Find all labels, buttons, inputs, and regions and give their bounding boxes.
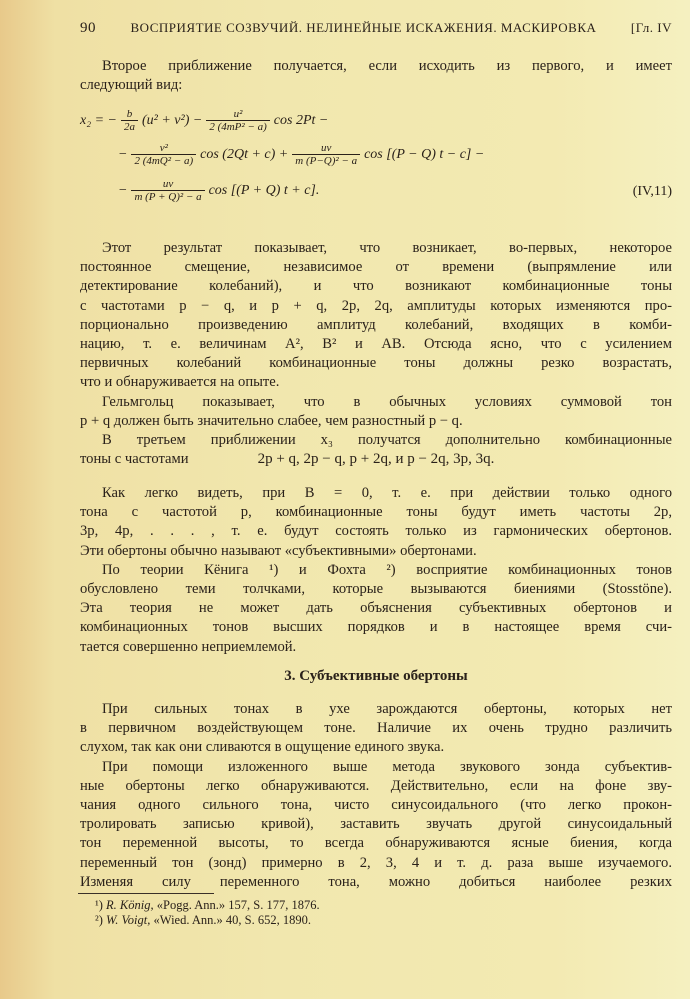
chapter-label: [Гл. IV	[630, 20, 672, 35]
text-line: Второе приближение получается, если исходить из первого, и имеет	[102, 58, 672, 74]
section-heading: 3. Субъективные обертоны	[284, 668, 468, 684]
text-line: p + q должен быть значительно слабее, чем разностный p − q.	[80, 412, 463, 429]
page-number: 90	[80, 20, 96, 36]
text-line: что и обнаруживается на опыте.	[80, 374, 280, 391]
text-line: в первичном воздействующем тоне. Наличие их очень трудно различить	[80, 720, 672, 737]
running-header	[80, 20, 672, 37]
paragraph-result	[80, 239, 672, 469]
text-line: тон переменной высоты, то всегда обнаруживаются ясные биения, когда	[80, 835, 672, 852]
text-line: 3p, 4p, . . . , т. е. будут состоять только из гармонических обертонов.	[80, 523, 672, 540]
text-line: обусловлено теми толчками, которые вызываются биениями (Stosstöne).	[80, 580, 672, 597]
footnote-1: ¹) R. König, «Pogg. Ann.» 157, S. 177, 1876.	[95, 898, 320, 912]
text-line: Как легко видеть, при B = 0, т. е. при действии только одного	[102, 485, 672, 501]
text-line: следующий вид:	[80, 77, 183, 94]
equation-number: (IV,11)	[632, 184, 672, 199]
text-line: нацию, т. е. величинам A², B² и AB. Отсюда ясно, что с усилением	[80, 335, 672, 352]
paragraph-overtones	[80, 700, 672, 892]
equation-iv-11: x₂ = − $\frac{b}{2a}$ (u² + v²) − $\frac{\text{u²}}{\text{2 (4mP² − a)}}$ cos 2Pt − − $\frac{\text{v²}}{\text{2 (4mQ² − a)}}$ cos (2Qt + c) + $\frac{uv}{\text{m (P−Q)² − a}}$ cos [(P − Q) t − c] − − $\frac{uv}{\text{m (P + Q)² − a}}$ cos [(P + Q) t + c]. (IV,11)	[80, 108, 672, 203]
text-line: При помощи изложенного выше метода звукового зонда субъектив-	[102, 758, 672, 775]
text-line: порционально произведению амплитуд колебаний, входящих в комби-	[80, 316, 672, 333]
text-line: комбинационных тонов высших порядков и в настоящее время счи-	[80, 619, 672, 636]
text-line: тоны с частотами	[80, 451, 189, 468]
text-line: При сильных тонах в ухе зарождаются обертоны, которых нет	[102, 701, 672, 717]
text-line: Этот результат показывает, что возникает, во-первых, некоторое	[102, 240, 672, 256]
text-line: В третьем приближении x₃ получатся дополнительно комбинационные	[102, 431, 672, 448]
text-line: чания одного сильного тона, чисто синусоидального (что легко прокон-	[80, 796, 672, 813]
text-line: По теории Кёнига ¹) и Фохта ²) восприятие комбинационных тонов	[102, 561, 672, 578]
text-line: детектирование колебаний), и что возникают комбинационные тоны	[80, 278, 672, 295]
text-line: переменный тон (зонд) примерно в 2, 3, 4 и т. д. раза выше изучаемого.	[80, 854, 672, 871]
paragraph-intro	[80, 57, 672, 95]
paragraph-harmonics	[80, 484, 672, 657]
running-title: ВОСПРИЯТИЕ СОЗВУЧИЙ. НЕЛИНЕЙНЫЕ ИСКАЖЕНИЯ. МАСКИРОВКА	[130, 20, 597, 35]
text-line: Гельмгольц показывает, что в обычных условиях суммовой тон	[102, 393, 672, 410]
text-line: Эти обертоны обычно называют «субъективными» обертонами.	[80, 542, 477, 559]
footnote-2: ²) W. Voigt, «Wied. Ann.» 40, S. 652, 1890.	[95, 913, 311, 927]
text-line: с частотами p − q, и p + q, 2p, 2q, амплитуды которых изменяются про-	[80, 297, 672, 314]
text-line: постоянное смещение, независимое от времени (выпрямление или	[80, 259, 672, 276]
formula-frequencies: 2p + q, 2p − q, p + 2q, и p − 2q, 3p, 3q.	[257, 451, 495, 467]
text-line: ные обертоны легко обнаруживаются. Действительно, если на фоне зву-	[80, 777, 672, 794]
text-line: Изменяя силу переменного тона, можно добиться наиболее резких	[80, 873, 672, 890]
text-line: тролировать записью кривой), заставить звучать другой синусоидальный	[80, 816, 672, 833]
text-line: Эта теория не может дать объяснения субъективных обертонов и	[80, 600, 672, 617]
footnote-divider	[78, 893, 214, 894]
text-line: тается совершенно неприемлемой.	[80, 638, 297, 655]
text-line: тона с частотой p, комбинационные тоны будут иметь частоты 2p,	[80, 504, 672, 521]
text-line: слухом, так как они сливаются в ощущение единого звука.	[80, 739, 445, 756]
text-line: первичных колебаний комбинационные тоны должны резко возрастать,	[80, 355, 672, 372]
